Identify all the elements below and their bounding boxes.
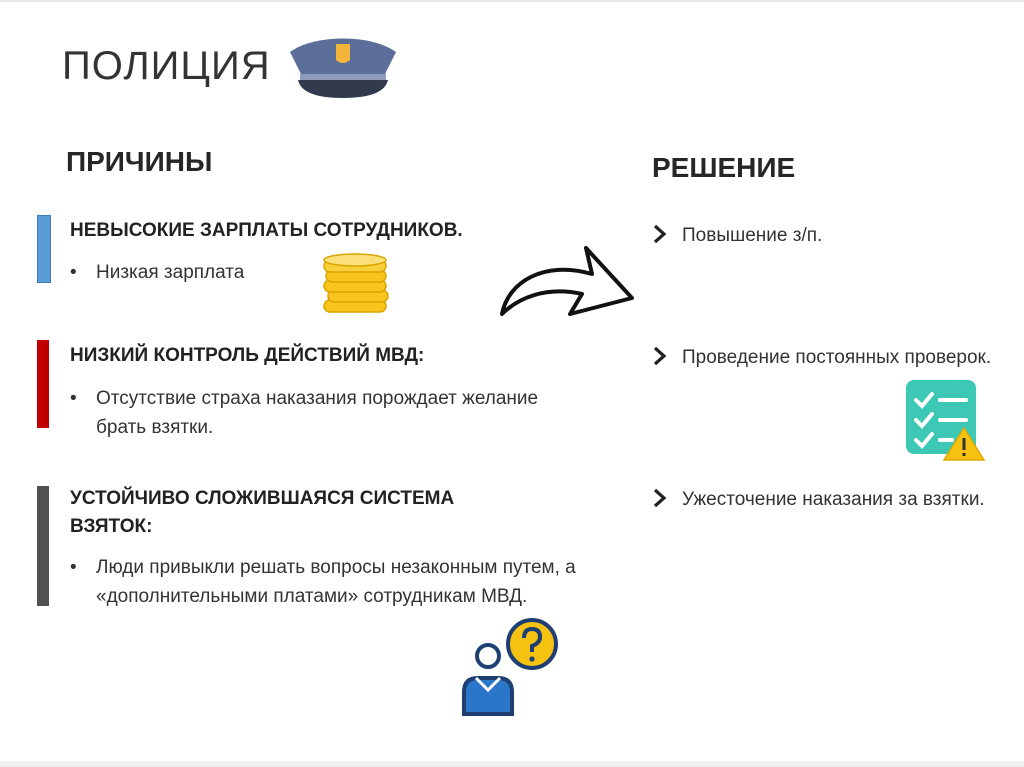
solutions-heading: РЕШЕНИЕ bbox=[652, 152, 796, 183]
slide-title: ПОЛИЦИЯ bbox=[62, 44, 271, 88]
coins-icon bbox=[320, 252, 390, 318]
bullet-marker: • bbox=[70, 388, 77, 409]
cause-bullet-text: Низкая зарплата bbox=[96, 262, 245, 283]
solution-item bbox=[652, 342, 1002, 373]
cause-title: НИЗКИЙ КОНТРОЛЬ ДЕЙСТВИЙ МВД: bbox=[70, 345, 425, 366]
police-cap-icon bbox=[284, 30, 402, 102]
person-question-icon bbox=[458, 616, 562, 718]
cause-title: УСТОЙЧИВО СЛОЖИВШАЯСЯ СИСТЕМА ВЗЯТОК: bbox=[70, 488, 455, 537]
chevron-right-icon bbox=[652, 224, 668, 244]
bullet-marker: • bbox=[70, 262, 77, 283]
cause-title: НЕВЫСОКИЕ ЗАРПЛАТЫ СОТРУДНИКОВ. bbox=[70, 220, 463, 241]
solution-item bbox=[652, 220, 1002, 251]
cause-bullet-text: Люди привыкли решать вопросы незаконным путем, а «дополнительными платами» сотрудникам МВД. bbox=[96, 557, 576, 607]
cause-bullet-text: Отсутствие страха наказания порождает желание брать взятки. bbox=[96, 388, 539, 438]
cause-bullet bbox=[70, 384, 576, 442]
slide-top-border bbox=[0, 0, 1024, 2]
solution-item bbox=[652, 484, 1002, 515]
causes-heading: ПРИЧИНЫ bbox=[66, 146, 213, 177]
solution-text: Ужесточение наказания за взятки. bbox=[682, 489, 985, 510]
cause-accent-bar-blue bbox=[37, 215, 51, 283]
chevron-right-icon bbox=[652, 346, 668, 366]
solution-text: Проведение постоянных проверок. bbox=[682, 347, 992, 368]
checklist-warning-icon bbox=[902, 378, 988, 462]
chevron-right-icon bbox=[652, 488, 668, 508]
cause-accent-bar-red bbox=[37, 340, 49, 428]
slide-bottom-border bbox=[0, 761, 1024, 767]
bullet-marker: • bbox=[70, 557, 77, 578]
curved-arrow-icon bbox=[496, 236, 638, 322]
cause-accent-bar-gray bbox=[37, 486, 49, 606]
solution-text: Повышение з/п. bbox=[682, 225, 823, 246]
cause-bullet bbox=[70, 553, 586, 611]
